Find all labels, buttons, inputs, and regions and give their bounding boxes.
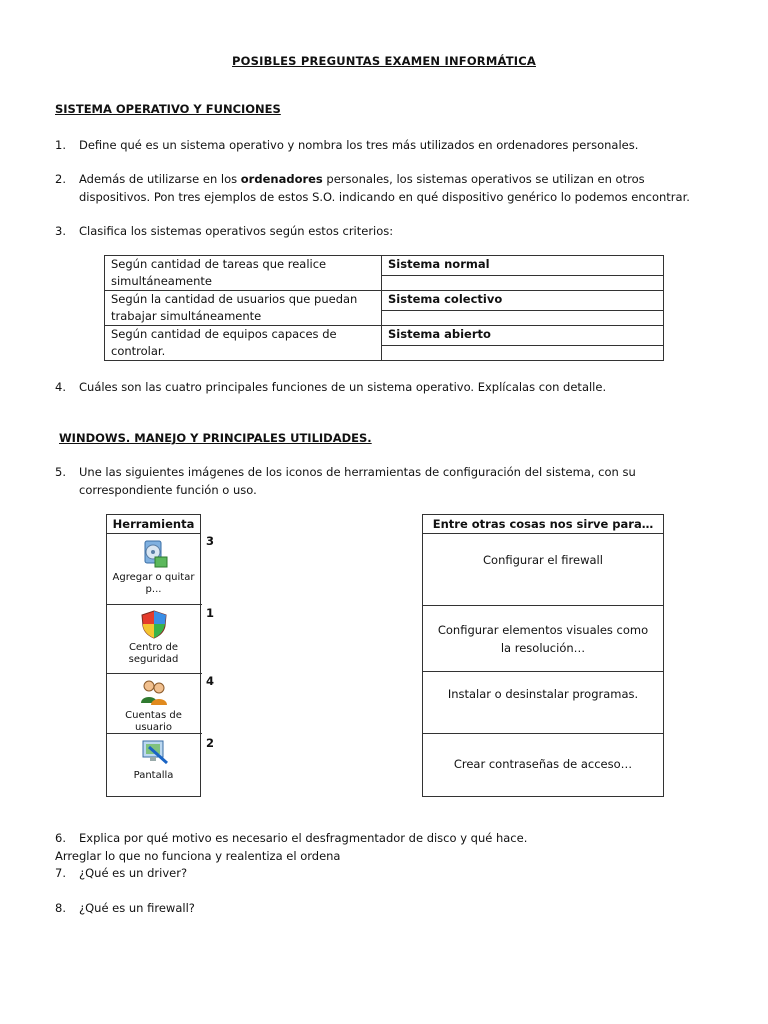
display-icon — [139, 737, 169, 767]
answer-text: Arreglar lo que no funciona y realentiza el ordena — [55, 849, 341, 863]
table-row — [105, 326, 664, 346]
match-number: 3 — [206, 534, 215, 548]
match-number: 2 — [206, 736, 215, 750]
question-text-part: Además de utilizarse en los — [79, 172, 241, 186]
question-5 — [55, 463, 715, 499]
match-number: 4 — [206, 674, 215, 688]
criteria-label: Según cantidad de tareas que realice simultáneamente — [105, 256, 382, 291]
question-text: Clasifica los sistemas operativos según estos criterios: — [79, 224, 394, 238]
question-3 — [55, 222, 715, 240]
divider — [107, 604, 202, 605]
tool-label: Pantalla — [133, 770, 174, 781]
question-text — [79, 170, 715, 206]
question-number: 3. — [55, 224, 66, 238]
tool-label: Centro de seguridad — [128, 642, 179, 665]
tool-user-accounts — [107, 677, 200, 734]
question-7 — [55, 864, 715, 882]
question-text-bold: ordenadores — [240, 172, 323, 186]
use-item: Crear contraseñas de acceso… — [453, 757, 633, 771]
criteria-label: Según la cantidad de usuarios que puedan trabajar simultáneamente — [105, 291, 382, 326]
empty-cell — [382, 346, 664, 361]
question-number: 6. — [55, 831, 66, 845]
tool-label: Cuentas de usuario — [125, 710, 182, 733]
question-1 — [55, 136, 715, 154]
tool-add-remove-programs — [107, 539, 200, 596]
question-text: ¿Qué es un firewall? — [79, 901, 195, 915]
divider — [423, 733, 664, 734]
criteria-table — [104, 255, 664, 361]
security-center-shield-icon — [139, 609, 169, 639]
question-text: Cuáles son las cuatro principales funciones de un sistema operativo. Explícalas con detalle. — [79, 380, 607, 394]
uses-header: Entre otras cosas nos sirve para… — [423, 515, 663, 534]
question-number: 2. — [55, 172, 66, 186]
divider — [423, 671, 664, 672]
match-number: 1 — [206, 606, 215, 620]
question-text-part: personales, los sistemas operativos se utilizan en otros dispositivos. Pon tres ejemplos de estos S.O. indicando en qué dispositivo genérico lo podemos encontrar. — [79, 172, 690, 204]
tool-label: Agregar o quitar p... — [112, 572, 195, 595]
use-item: Instalar o desinstalar programas. — [447, 687, 639, 701]
divider — [423, 605, 664, 606]
use-item: Configurar elementos visuales como la resolución… — [437, 623, 649, 655]
use-item: Configurar el firewall — [483, 553, 603, 567]
table-row — [105, 256, 664, 276]
question-number: 1. — [55, 138, 66, 152]
divider — [107, 673, 202, 674]
question-6 — [55, 829, 715, 847]
uses-column — [422, 514, 664, 797]
question-number: 4. — [55, 380, 66, 394]
tools-header: Herramienta — [107, 515, 200, 534]
question-text: Une las siguientes imágenes de los iconos de herramientas de configuración del sistema, con su correspondiente función o uso. — [79, 465, 636, 497]
question-text: Define qué es un sistema operativo y nombra los tres más utilizados en ordenadores personales. — [79, 138, 639, 152]
question-text: ¿Qué es un driver? — [79, 866, 188, 880]
tool-security-center — [107, 609, 200, 666]
table-row — [105, 291, 664, 311]
section-heading-windows: WINDOWS. MANEJO Y PRINCIPALES UTILIDADES. — [59, 431, 372, 445]
question-text: Explica por qué motivo es necesario el desfragmentador de disco y qué hace. — [79, 831, 528, 845]
question-number: 5. — [55, 465, 66, 479]
question-number: 8. — [55, 901, 66, 915]
criteria-answer: Sistema colectivo — [382, 291, 664, 311]
tools-column — [106, 514, 201, 797]
section-heading-os: SISTEMA OPERATIVO Y FUNCIONES — [55, 102, 281, 116]
criteria-answer: Sistema normal — [382, 256, 664, 276]
add-remove-programs-icon — [139, 539, 169, 569]
criteria-answer: Sistema abierto — [382, 326, 664, 346]
criteria-label: Según cantidad de equipos capaces de controlar. — [105, 326, 382, 361]
question-8 — [55, 899, 715, 917]
divider — [107, 733, 202, 734]
empty-cell — [382, 276, 664, 291]
tool-display — [107, 737, 200, 782]
page-title: POSIBLES PREGUNTAS EXAMEN INFORMÁTICA — [232, 54, 536, 68]
question-2 — [55, 170, 715, 206]
user-accounts-icon — [139, 677, 169, 707]
question-4 — [55, 378, 715, 396]
question-number: 7. — [55, 866, 66, 880]
empty-cell — [382, 311, 664, 326]
